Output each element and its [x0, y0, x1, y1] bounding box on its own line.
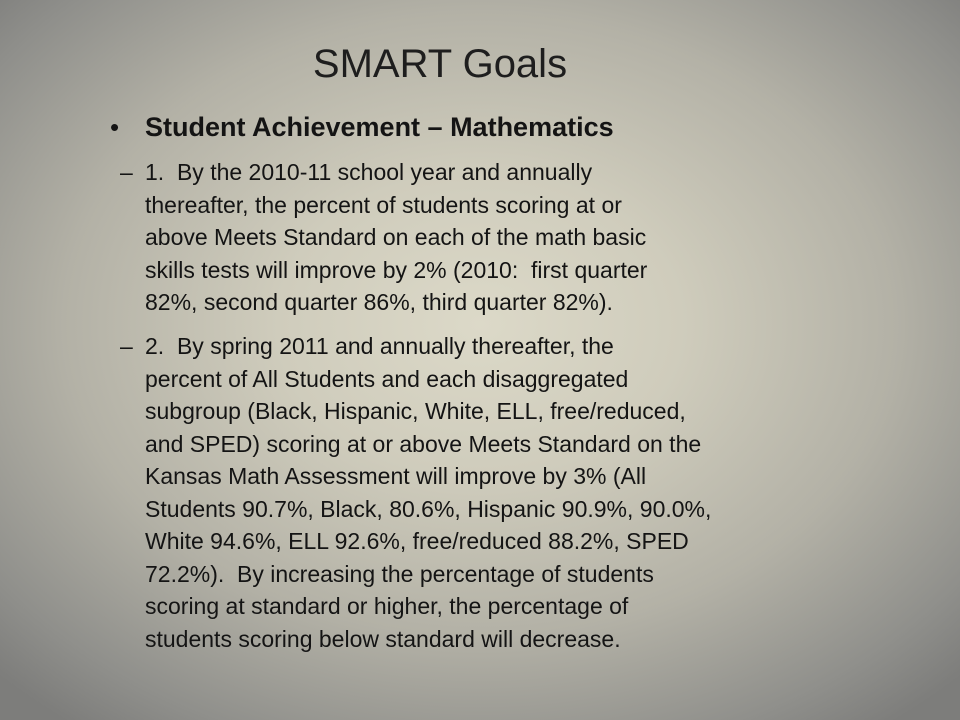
- bullet-heading: Student Achievement – Mathematics: [145, 112, 614, 142]
- goal-2-line: students scoring below standard will decrease.: [145, 625, 621, 652]
- goal-2-line: 2. By spring 2011 and annually thereafter, the: [145, 333, 614, 359]
- goal-1-line: 1. By the 2010-11 school year and annually: [145, 159, 593, 185]
- dash-marker: –: [120, 333, 133, 359]
- goal-2-line: Students 90.7%, Black, 80.6%, Hispanic 90.9%, 90.0%,: [145, 495, 712, 522]
- slide-title: SMART Goals: [312, 42, 568, 86]
- goal-2-line: Kansas Math Assessment will improve by 3% (All: [145, 463, 647, 489]
- goal-2-line: scoring at standard or higher, the percentage of: [145, 593, 629, 619]
- goal-2-text: [145, 330, 711, 655]
- bullet-marker: •: [110, 112, 120, 142]
- goal-1-line: thereafter, the percent of students scoring at or: [145, 191, 622, 218]
- goal-1-line: 82%, second quarter 86%, third quarter 82%).: [145, 289, 613, 315]
- dash-marker: –: [120, 159, 133, 185]
- goal-2-line: and SPED) scoring at or above Meets Standard on the: [145, 430, 702, 457]
- goal-2-line: 72.2%). By increasing the percentage of students: [145, 560, 654, 587]
- goal-1-line: above Meets Standard on each of the math basic: [145, 224, 647, 250]
- goal-2-line: White 94.6%, ELL 92.6%, free/reduced 88.2%, SPED: [145, 528, 689, 554]
- goal-2-line: subgroup (Black, Hispanic, White, ELL, free/reduced,: [145, 398, 686, 424]
- goal-1-line: skills tests will improve by 2% (2010: first quarter: [145, 256, 648, 283]
- goal-1-text: [145, 156, 647, 319]
- goal-2-line: percent of All Students and each disaggregated: [145, 365, 629, 392]
